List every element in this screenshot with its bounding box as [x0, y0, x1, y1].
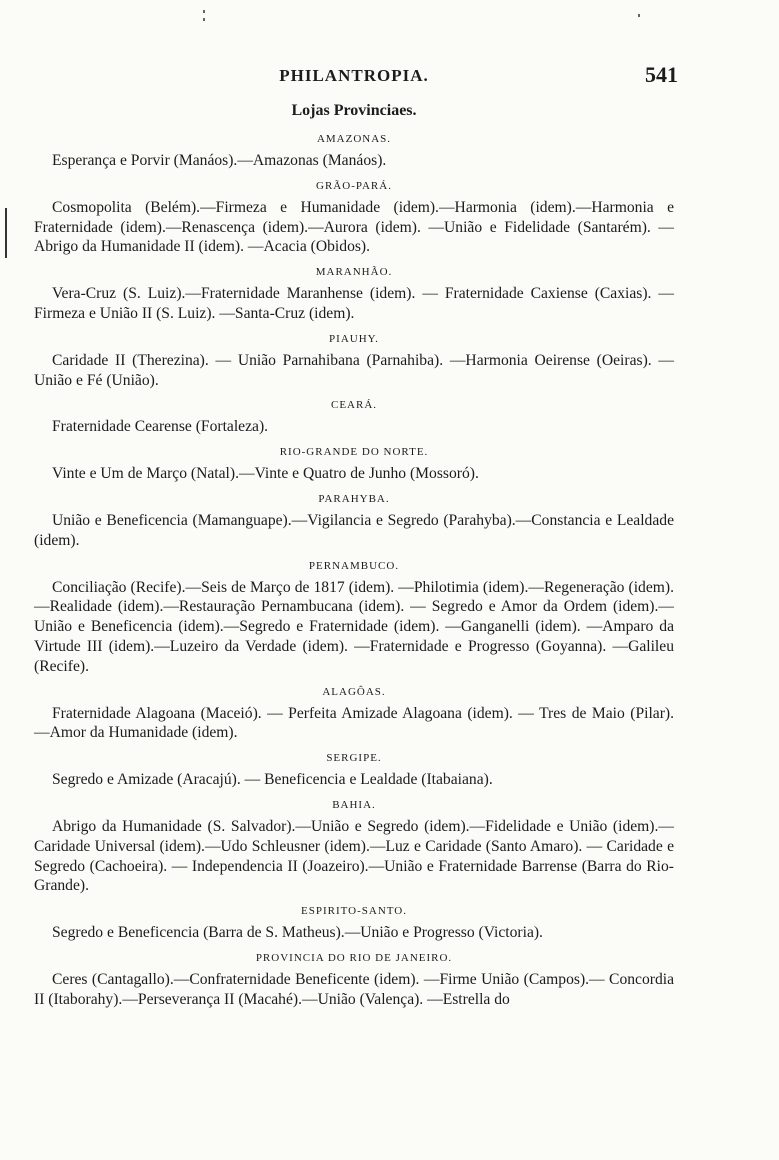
lodge-list: Vera-Cruz (S. Luiz).—Fraternidade Maranhense (idem). — Fraternidade Caxiense (Caxias). —Firmeza e União II (S. Luiz). —Santa-Cruz (idem).	[34, 285, 674, 322]
province-block-maranhao	[34, 265, 674, 324]
province-block-pernambuco	[34, 559, 674, 677]
province-heading: ALAGÔAS.	[322, 685, 386, 698]
page-number: 541	[645, 62, 678, 87]
province-block-grao-para	[34, 179, 674, 257]
lodge-list: Vinte e Um de Março (Natal).—Vinte e Quatro de Junho (Mossoró).	[52, 465, 479, 483]
province-heading: PARAHYBA.	[318, 492, 390, 505]
province-heading: SERGIPE.	[326, 752, 382, 765]
lodge-list: União e Beneficencia (Mamanguape).—Vigilancia e Segredo (Parahyba).—Constancia e Lealdade (idem).	[34, 511, 674, 549]
province-block-amazonas	[34, 132, 674, 171]
province-heading: CEARÁ.	[330, 399, 378, 412]
province-block-ceara	[34, 398, 674, 437]
province-heading: AMAZONAS.	[316, 133, 392, 145]
margin-rule	[5, 208, 7, 258]
lodge-list: Segredo e Beneficencia (Barra de S. Matheus).—União e Progresso (Victoria).	[52, 924, 543, 942]
running-title: PHILANTROPIA.	[279, 66, 429, 85]
province-block-piauhy	[34, 332, 674, 391]
running-head	[34, 62, 678, 88]
lodge-list: Caridade II (Therezina). — União Parnahibana (Parnahiba). —Harmonia Oeirense (Oeiras). —União e Fé (União).	[34, 351, 674, 389]
province-block-bahia	[34, 798, 674, 896]
province-heading: PROVINCIA DO RIO DE JANEIRO.	[255, 951, 453, 964]
document-page	[34, 0, 678, 1160]
province-block-alagoas	[34, 685, 674, 744]
province-heading: PIAUHY.	[329, 332, 379, 345]
lodge-list: Esperança e Porvir (Manáos).—Amazonas (Manáos).	[52, 152, 387, 169]
province-block-rio-grande-do-norte	[34, 445, 674, 484]
lodge-list: Fraternidade Alagoana (Maceió). — Perfeita Amizade Alagoana (idem). — Tres de Maio (Pilar). —Amor da Humanidade (idem).	[34, 704, 674, 742]
lodge-list: Cosmopolita (Belém).—Firmeza e Humanidade (idem).—Harmonia (idem).—Harmonia e Fraternidade (idem).—Renascença (idem).—Aurora (idem). —União e Fidelidade (Santarém). —Abrigo da Humanidade II (idem). —Acacia (Obidos).	[34, 198, 674, 256]
province-block-parahyba	[34, 492, 674, 551]
province-heading: ESPIRITO-SANTO.	[301, 905, 407, 918]
province-heading: GRÃO-PARÁ.	[316, 179, 392, 192]
section-title: Lojas Provinciaes.	[291, 102, 417, 119]
lodge-list: Segredo e Amizade (Aracajú). — Beneficencia e Lealdade (Itabaiana).	[52, 771, 493, 789]
lodge-list: Abrigo da Humanidade (S. Salvador).—União e Segredo (idem).—Fidelidade e União (idem).—Caridade Universal (idem).—Udo Schleusner (idem).—Luz e Caridade (Santo Amaro). — Caridade e Segredo (Cachoeira). — Independencia II (Joazeiro).—União e Fraternidade Barrense (Barra do Rio-Grande).	[34, 817, 674, 895]
province-block-rio-de-janeiro	[34, 951, 674, 1010]
province-list	[34, 132, 674, 1018]
province-heading: MARANHÃO.	[315, 266, 393, 279]
province-heading: RIO-GRANDE DO NORTE.	[279, 446, 429, 459]
lodge-list: Fraternidade Cearense (Fortaleza).	[52, 418, 269, 436]
province-block-sergipe	[34, 751, 674, 790]
lodge-list: Ceres (Cantagallo).—Confraternidade Beneficente (idem). —Firme União (Campos).— Concordia II (Itaborahy).—Perseverança II (Macahé).—União (Valença). —Estrella do	[34, 970, 674, 1008]
province-block-espirito-santo	[34, 904, 674, 943]
province-heading: PERNAMBUCO.	[308, 559, 400, 572]
lodge-list: Conciliação (Recife).—Seis de Março de 1817 (idem). —Philotimia (idem).—Regeneração (idem).—Realidade (idem).—Restauração Pernambucana (idem). — Segredo e Amor da Ordem (idem).—União e Beneficencia (idem).—Segredo e Fraternidade (idem). —Ganganelli (idem). —Amparo da Virtude III (idem).—Luzeiro da Verdade (idem). —Fraternidade e Progresso (Goyanna). —Galileu (Recife).	[34, 578, 674, 675]
province-heading: BAHIA.	[332, 798, 376, 811]
